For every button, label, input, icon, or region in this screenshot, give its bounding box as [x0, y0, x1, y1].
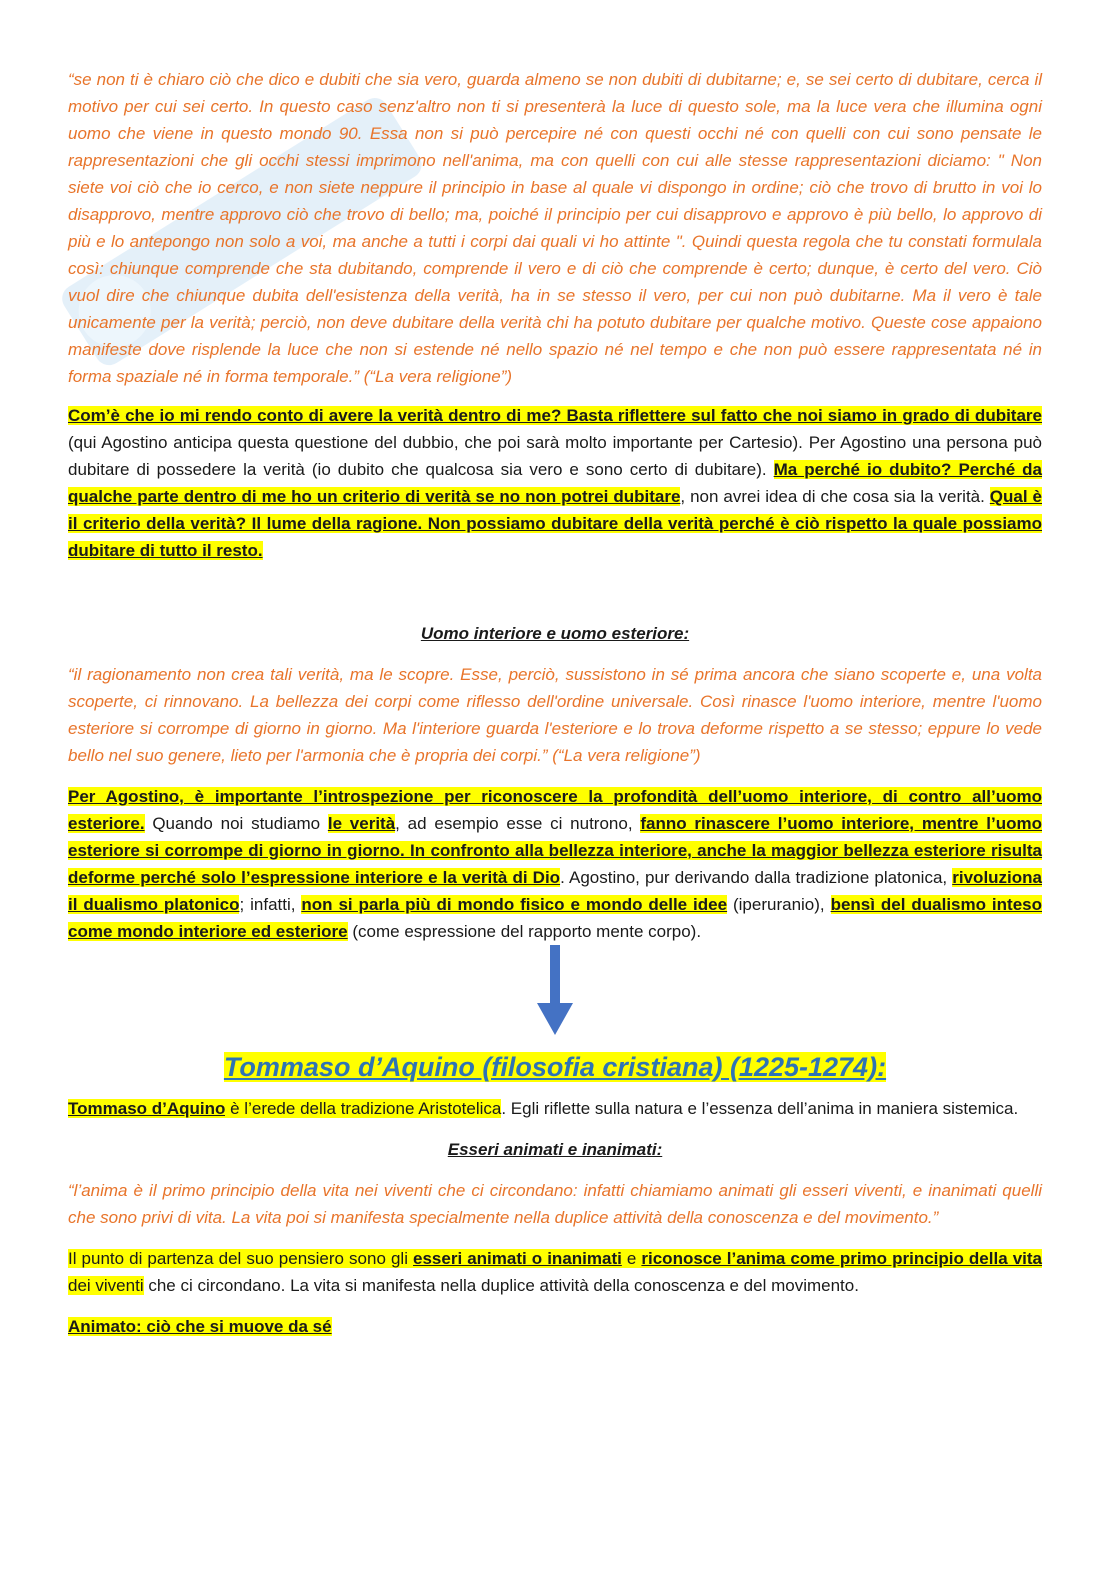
- highlight-text: bensì del dualismo inteso come mondo interiore ed esteriore: [68, 895, 1042, 941]
- title-tommaso-aquino: [68, 1047, 1042, 1087]
- quote-anima-principio: “l’anima è il primo principio della vita nei viventi che ci circondano: infatti chiamiamo animati gli esseri viventi, e inanimati quelli che sono privi di vita. La vita poi si manifesta specialmente nella duplice attività della conoscenza e del movimento.”: [68, 1181, 1042, 1227]
- highlight-text: esseri animati o inanimati: [413, 1249, 622, 1268]
- highlight-text-plain: e: [621, 1249, 642, 1268]
- highlight-text: Qual è il criterio della verità? Il lume della ragione. Non possiamo dubitare della verità perché è ciò rispetto la quale possiamo dubitare di tutto il resto.: [68, 487, 1042, 560]
- highlight-text-plain: è l’erede della tradizione Aristotelica: [225, 1099, 502, 1118]
- highlight-text: Per Agostino, è importante l’introspezione per riconoscere la profondità dell’uomo interiore, di contro all’uomo esteriore.: [68, 787, 1042, 833]
- body-text: . Egli riflette sulla natura e l’essenza dell’anima in maniera sistemica.: [501, 1099, 1019, 1118]
- highlight-text: le verità: [327, 814, 396, 833]
- body-text: . Agostino, pur derivando dalla tradizione platonica,: [560, 868, 953, 887]
- body-text: , ad esempio esse ci nutrono,: [395, 814, 641, 833]
- document-page: [68, 64, 1042, 1340]
- highlight-text: Ma perché io dubito? Perché da qualche parte dentro di me ho un criterio di verità se no non potrei dubitare: [68, 460, 1043, 506]
- section-title-esseri-animati: Esseri animati e inanimati:: [447, 1140, 663, 1159]
- highlight-text: fanno rinascere l’uomo interiore, mentre l’uomo esteriore si corrompe di giorno in giorno. In confronto alla bellezza interiore, anche la maggior bellezza esteriore risulta deforme perché solo l’espressione interiore e la verità di Dio: [68, 814, 1042, 887]
- paragraph-punto-partenza: [68, 1245, 1042, 1299]
- body-text: Quando noi studiamo: [144, 814, 328, 833]
- highlight-text: Animato: ciò che si muove da sé: [68, 1317, 332, 1336]
- highlight-text: riconosce l’anima come primo principio della vita: [641, 1249, 1042, 1268]
- highlight-text: Com’è che io mi rendo conto di avere la verità dentro di me? Basta riflettere sul fatto che noi siamo in grado di dubitare: [68, 406, 1042, 425]
- arrow-down-icon: [68, 945, 1042, 1041]
- body-text: , non avrei idea di che cosa sia la verità.: [680, 487, 990, 506]
- highlight-text: Tommaso d’Aquino: [68, 1099, 226, 1118]
- quote-vera-religione-1: “se non ti è chiaro ciò che dico e dubiti che sia vero, guarda almeno se non dubiti di dubitarne; e, se sei certo di dubitare, cerca il motivo per cui sei certo. In questo caso senz'altro non ti si presenterà la luce di questo sole, ma la luce vera che illumina ogni uomo che viene in questo mondo 90. Essa non si può percepire né con questi occhi né con quelli con cui sono pensate le rappresentazioni che gli occhi stessi imprimono nell'anima, ma con quelli con cui alle stesse rappresentazioni diciamo: " Non siete voi ciò che io cerco, e non siete neppure il principio in base al quale vi dispongo in ordine; ciò che trovo di brutto in voi lo disapprovo, mentre approvo ciò che trovo di bello; ma, poiché il principio per cui disapprovo e approvo è più bello, lo approvo di più e lo antepongo non solo a voi, ma anche a tutti i corpi dai quali vi ho attinte ". Quindi questa regola che tu constati formulala così: chiunque comprende che sta dubitando, comprende il vero e di ciò che comprende è certo; dunque, è certo del vero. Ciò vuol dire che chiunque dubita dell'esistenza della verità, ha in se stesso il vero, per cui non può dubitarne. Ma il vero è tale unicamente per la verità; perciò, non deve dubitare della verità chi ha potuto dubitare per qualche motivo. Queste cose appaiono manifeste dove risplende la luce che non si estende né nello spazio né nel tempo e che non può essere rappresentata né in forma spaziale né in forma temporale.” (“La vera religione”): [68, 70, 1042, 386]
- paragraph-dubbio-verita: [68, 402, 1042, 564]
- body-text: (iperuranio),: [727, 895, 831, 914]
- highlight-text: rivoluziona il dualismo platonico: [68, 868, 1042, 914]
- body-text: (qui Agostino anticipa questa questione del dubbio, che poi sarà molto importante per Cartesio). Per Agostino una persona può dubitare di possedere la verità (io dubito che qualcosa sia vero e sono certo di dubitare).: [68, 433, 1042, 479]
- paragraph-animato: [68, 1313, 1042, 1340]
- body-text: ; infatti,: [239, 895, 302, 914]
- paragraph-tommaso-intro: [68, 1095, 1042, 1122]
- highlight-text-plain: dei viventi: [68, 1276, 144, 1295]
- body-text: che ci circondano. La vita si manifesta nella duplice attività della conoscenza e del movimento.: [143, 1276, 859, 1295]
- highlight-text-plain: Il punto di partenza del suo pensiero sono gli: [68, 1249, 414, 1268]
- title-text: Tommaso d’Aquino (filosofia cristiana) (1225-1274):: [223, 1052, 887, 1082]
- body-text: (come espressione del rapporto mente corpo).: [347, 922, 702, 941]
- paragraph-introspezione: [68, 783, 1042, 945]
- quote-vera-religione-2: “il ragionamento non crea tali verità, ma le scopre. Esse, perciò, sussistono in sé prima ancora che siano scoperte e, una volta scoperte, ci rinnovano. La bellezza dei corpi come riflesso dell'ordine universale. Così rinasce l'uomo interiore, mentre l'uomo esteriore si corrompe di giorno in giorno. Ma l'interiore guarda l'esteriore e lo trova deforme rispetto a se stesso; eppure lo vede bello nel suo genere, lieto per l'armonia che è propria dei corpi.” (“La vera religione”): [68, 665, 1042, 765]
- highlight-text: non si parla più di mondo fisico e mondo delle idee: [301, 895, 728, 914]
- section-title-uomo-interiore: Uomo interiore e uomo esteriore:: [420, 624, 690, 643]
